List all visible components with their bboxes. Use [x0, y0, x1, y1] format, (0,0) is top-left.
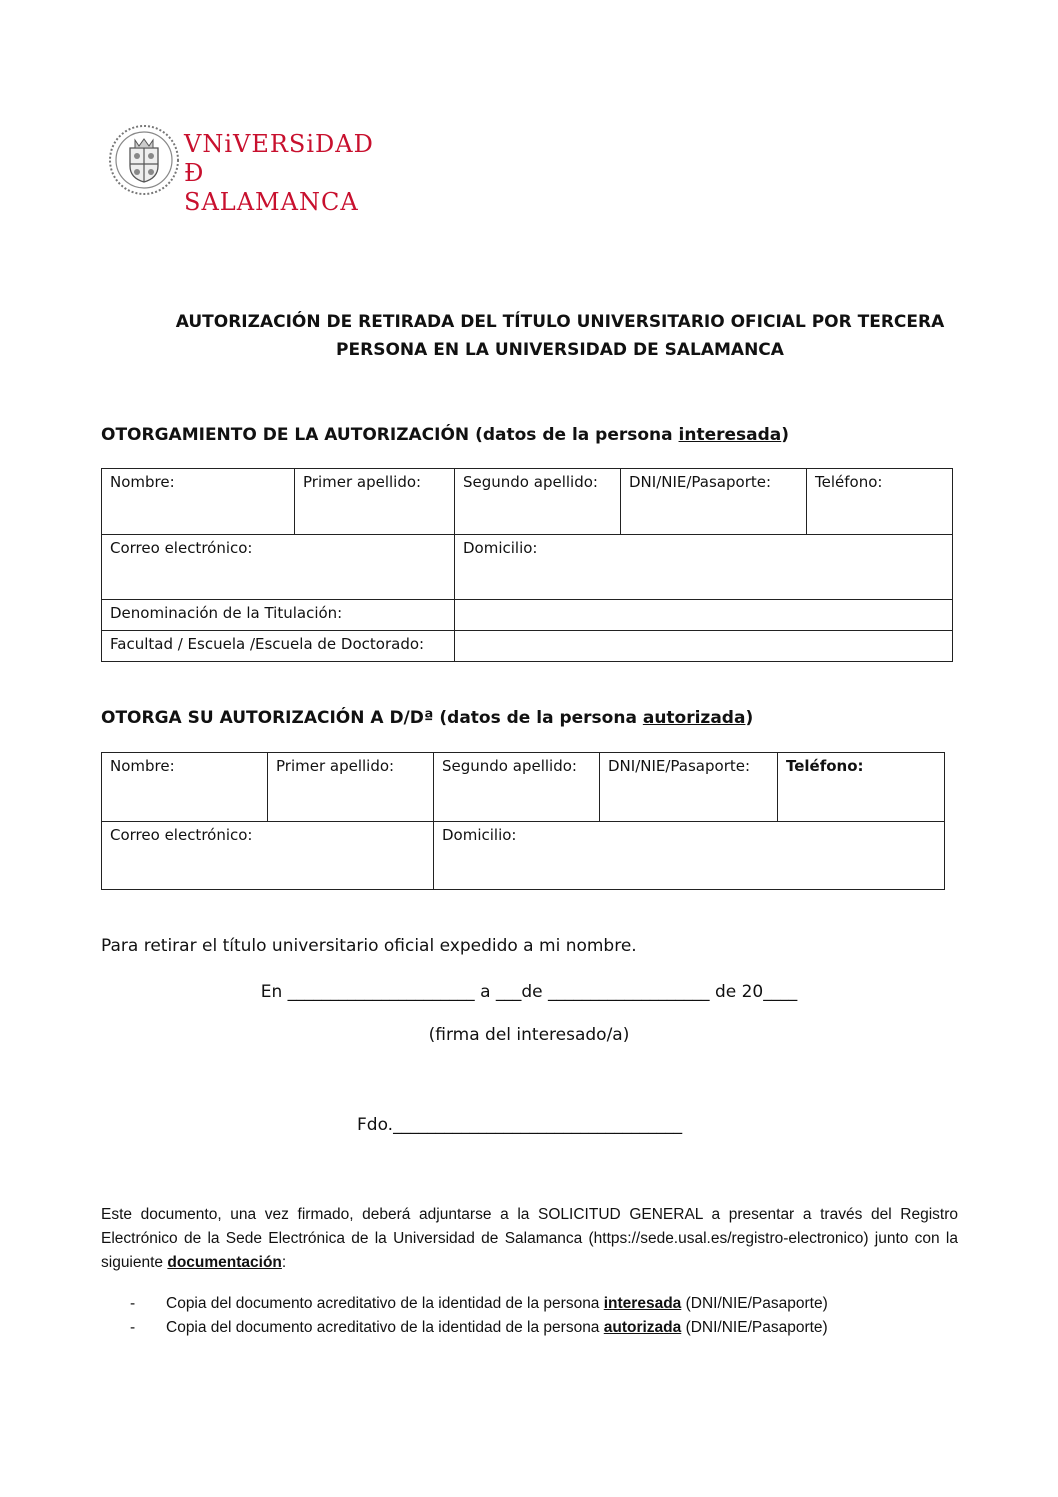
note-emphasis: documentación — [167, 1254, 282, 1271]
autorizada-table — [101, 752, 945, 890]
interesada-nombre-field[interactable]: Nombre: — [102, 469, 295, 535]
list-item-suffix: (DNI/NIE/Pasaporte) — [681, 1295, 828, 1312]
section-autorizada-suffix: ) — [745, 708, 754, 728]
list-item — [130, 1292, 950, 1316]
document-title: AUTORIZACIÓN DE RETIRADA DEL TÍTULO UNIVERSITARIO OFICIAL POR TERCERA PERSONA EN LA UNIVERSIDAD DE SALAMANCA — [175, 312, 945, 360]
list-item-emphasis: autorizada — [603, 1319, 682, 1336]
signature-caption: (firma del interesado/a) — [428, 1025, 630, 1045]
section-autorizada-prefix: OTORGA SU AUTORIZACIÓN A D/Dª (datos de la persona — [101, 708, 643, 728]
signature-line[interactable]: Fdo.__________________________________ — [357, 1115, 683, 1135]
list-item-text — [166, 1316, 828, 1340]
purpose-text: Para retirar el título universitario oficial expedido a mi nombre. — [101, 936, 637, 956]
list-item-text — [166, 1292, 828, 1316]
list-item-prefix: Copia del documento acreditativo de la identidad de la persona — [166, 1295, 604, 1312]
autorizada-dni-field[interactable]: DNI/NIE/Pasaporte: — [600, 753, 778, 822]
interesada-dni-field[interactable]: DNI/NIE/Pasaporte: — [621, 469, 807, 535]
interesada-table — [101, 468, 953, 662]
section-interesada-heading — [101, 425, 789, 445]
interesada-facultad-label: Facultad / Escuela /Escuela de Doctorado: — [102, 631, 455, 662]
date-line[interactable]: En ______________________ a ___de ___________________ de 20____ — [260, 982, 798, 1002]
list-dash: - — [130, 1319, 136, 1336]
interesada-facultad-field[interactable] — [455, 631, 953, 662]
interesada-titulacion-field[interactable] — [455, 600, 953, 631]
list-item-emphasis: interesada — [603, 1295, 682, 1312]
interesada-correo-field[interactable]: Correo electrónico: — [102, 535, 455, 600]
interesada-segundo-apellido-field[interactable]: Segundo apellido: — [455, 469, 621, 535]
note-paragraph — [101, 1203, 958, 1275]
autorizada-segundo-apellido-field[interactable]: Segundo apellido: — [434, 753, 600, 822]
autorizada-correo-field[interactable]: Correo electrónico: — [102, 822, 434, 890]
logo-line-2: Ð SALAMANCA — [184, 159, 359, 216]
list-item-suffix: (DNI/NIE/Pasaporte) — [681, 1319, 828, 1336]
note-text: Este documento, una vez firmado, deberá adjuntarse a la SOLICITUD GENERAL a presentar a través del Registro Electrónico de la Sede Electrónica de la Universidad de Salamanca (https://sede.usal.es/registro-electronico) junto con la siguiente — [101, 1206, 958, 1271]
autorizada-nombre-field[interactable]: Nombre: — [102, 753, 268, 822]
autorizada-primer-apellido-field[interactable]: Primer apellido: — [268, 753, 434, 822]
required-documents-list — [130, 1292, 950, 1340]
interesada-domicilio-field[interactable]: Domicilio: — [455, 535, 953, 600]
list-dash: - — [130, 1295, 136, 1312]
section-autorizada-underlined: autorizada — [642, 708, 746, 728]
section-interesada-underlined: interesada — [678, 425, 782, 445]
section-interesada-suffix: ) — [781, 425, 790, 445]
logo-wordmark — [184, 130, 378, 217]
logo-line-1: VNiVERSiDAD — [184, 130, 374, 158]
interesada-primer-apellido-field[interactable]: Primer apellido: — [295, 469, 455, 535]
note-end: : — [281, 1254, 287, 1271]
section-interesada-prefix: OTORGAMIENTO DE LA AUTORIZACIÓN (datos de la persona — [101, 425, 679, 445]
interesada-telefono-field[interactable]: Teléfono: — [807, 469, 953, 535]
autorizada-telefono-field[interactable]: Teléfono: — [778, 753, 945, 822]
list-item — [130, 1316, 950, 1340]
section-autorizada-heading — [101, 708, 753, 728]
interesada-titulacion-label: Denominación de la Titulación: — [102, 600, 455, 631]
autorizada-domicilio-field[interactable]: Domicilio: — [434, 822, 945, 890]
university-logo — [108, 122, 378, 216]
list-item-prefix: Copia del documento acreditativo de la identidad de la persona — [166, 1319, 604, 1336]
university-seal-icon — [108, 124, 180, 196]
